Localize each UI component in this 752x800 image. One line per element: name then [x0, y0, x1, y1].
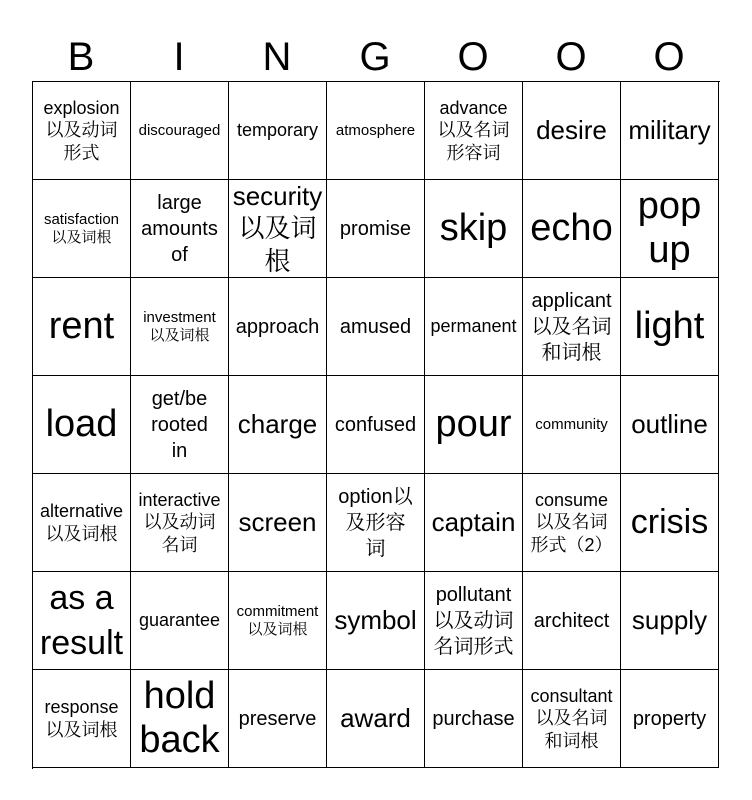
bingo-cell-text: echo	[530, 206, 613, 249]
bingo-cell[interactable]	[425, 572, 523, 670]
bingo-cell[interactable]	[327, 474, 425, 572]
bingo-cell-text: charge	[237, 409, 318, 440]
bingo-cell-text: approach	[235, 315, 320, 338]
header-letter: I	[173, 35, 185, 79]
bingo-cell-text: investment 以及词根	[143, 308, 216, 344]
header-letter: O	[555, 35, 587, 79]
bingo-cell-text: property	[632, 707, 707, 730]
header-letter: O	[653, 35, 685, 79]
bingo-cell[interactable]	[131, 376, 229, 474]
bingo-cell[interactable]	[621, 572, 719, 670]
bingo-cell-text: skip	[439, 206, 508, 249]
bingo-cell-text: hold back	[139, 674, 220, 761]
bingo-cell[interactable]	[327, 82, 425, 180]
bingo-cell[interactable]	[33, 278, 131, 376]
bingo-cell-text: architect	[533, 609, 610, 632]
bingo-cell[interactable]	[621, 376, 719, 474]
bingo-cell-text: light	[634, 304, 705, 347]
bingo-cell-text: as a result	[39, 579, 124, 662]
bingo-cell[interactable]	[621, 82, 719, 180]
bingo-cell-text: symbol	[334, 605, 417, 636]
bingo-cell-text: pour	[435, 402, 512, 445]
bingo-cell[interactable]	[621, 278, 719, 376]
bingo-cell-text: load	[45, 402, 118, 445]
bingo-cell-text: outline	[631, 409, 708, 440]
bingo-cell-text: confused	[334, 413, 417, 436]
bingo-cell[interactable]	[523, 376, 621, 474]
bingo-cell[interactable]	[229, 82, 327, 180]
bingo-cell[interactable]	[425, 376, 523, 474]
bingo-cell-text: captain	[431, 507, 516, 538]
bingo-cell[interactable]	[327, 278, 425, 376]
bingo-cell[interactable]	[229, 670, 327, 768]
bingo-cell-text: military	[628, 115, 711, 146]
bingo-cell[interactable]	[33, 572, 131, 670]
bingo-cell[interactable]	[327, 376, 425, 474]
header-letter: G	[359, 35, 391, 79]
bingo-cell[interactable]	[33, 82, 131, 180]
bingo-cell[interactable]	[523, 180, 621, 278]
bingo-cell[interactable]	[33, 180, 131, 278]
bingo-cell-text: award	[340, 703, 411, 734]
bingo-cell-text: get/be rooted in	[151, 387, 208, 462]
bingo-cell-text: consultant 以及名词 和词根	[530, 685, 613, 751]
bingo-cell[interactable]	[131, 180, 229, 278]
bingo-cell-text: consume 以及名词 形式（2）	[530, 489, 613, 555]
bingo-cell[interactable]	[131, 82, 229, 180]
header-letter: N	[262, 35, 292, 79]
bingo-cell-text: purchase	[432, 707, 515, 730]
bingo-cell-text: supply	[631, 605, 708, 636]
bingo-header	[32, 32, 720, 82]
bingo-cell-text: desire	[536, 115, 607, 146]
bingo-cell[interactable]	[131, 278, 229, 376]
bingo-cell[interactable]	[33, 474, 131, 572]
bingo-cell[interactable]	[425, 278, 523, 376]
bingo-grid	[32, 81, 720, 769]
bingo-cell-text: amused	[339, 315, 412, 338]
bingo-cell-text: security 以及词 根	[232, 180, 323, 276]
bingo-cell[interactable]	[33, 376, 131, 474]
bingo-cell[interactable]	[131, 474, 229, 572]
bingo-cell[interactable]	[425, 670, 523, 768]
bingo-cell[interactable]	[621, 474, 719, 572]
bingo-cell[interactable]	[621, 180, 719, 278]
bingo-cell-text: permanent	[430, 316, 517, 337]
bingo-cell[interactable]	[327, 670, 425, 768]
bingo-cell[interactable]	[229, 474, 327, 572]
bingo-cell-text: atmosphere	[335, 121, 416, 139]
bingo-cell[interactable]	[523, 82, 621, 180]
bingo-cell-text: satisfaction 以及词根	[43, 210, 120, 246]
bingo-cell-text: guarantee	[138, 610, 221, 631]
bingo-cell-text: pop up	[637, 184, 702, 271]
bingo-cell[interactable]	[229, 376, 327, 474]
bingo-cell-text: community	[535, 415, 608, 433]
bingo-cell-text: advance 以及名词 形容词	[437, 97, 510, 163]
bingo-cell-text: commitment 以及词根	[236, 602, 319, 638]
bingo-cell-text: preserve	[238, 707, 317, 730]
bingo-cell[interactable]	[327, 572, 425, 670]
bingo-cell[interactable]	[523, 572, 621, 670]
bingo-cell-text: explosion 以及动词 形式	[43, 97, 120, 163]
header-letter: O	[457, 35, 489, 79]
bingo-cell[interactable]	[425, 474, 523, 572]
bingo-cell-text: rent	[48, 304, 115, 347]
bingo-cell-text: temporary	[236, 120, 319, 141]
bingo-cell-text: pollutant 以及动词 名词形式	[433, 583, 514, 658]
bingo-cell[interactable]	[33, 670, 131, 768]
header-letter: B	[67, 35, 95, 79]
bingo-cell-text: discouraged	[138, 121, 221, 139]
bingo-cell[interactable]	[523, 670, 621, 768]
bingo-cell[interactable]	[523, 474, 621, 572]
bingo-cell[interactable]	[229, 278, 327, 376]
bingo-cell-text: applicant 以及名词 和词根	[531, 289, 612, 364]
bingo-cell[interactable]	[621, 670, 719, 768]
bingo-cell[interactable]	[425, 180, 523, 278]
bingo-cell-text: crisis	[630, 503, 709, 542]
bingo-cell-text: interactive 以及动词 名词	[138, 489, 221, 555]
bingo-cell[interactable]	[229, 572, 327, 670]
bingo-cell-text: response 以及词根	[44, 697, 119, 740]
bingo-cell[interactable]	[425, 82, 523, 180]
bingo-cell[interactable]	[229, 180, 327, 278]
bingo-cell-text: screen	[238, 507, 317, 538]
bingo-cell-text: large amounts of	[141, 191, 218, 266]
bingo-cell-text: promise	[339, 217, 412, 240]
bingo-cell[interactable]	[327, 180, 425, 278]
bingo-cell[interactable]	[131, 670, 229, 768]
bingo-cell[interactable]	[523, 278, 621, 376]
bingo-cell[interactable]	[131, 572, 229, 670]
bingo-cell-text: alternative 以及词根	[39, 501, 124, 544]
bingo-cell-text: option以 及形容 词	[338, 485, 413, 560]
